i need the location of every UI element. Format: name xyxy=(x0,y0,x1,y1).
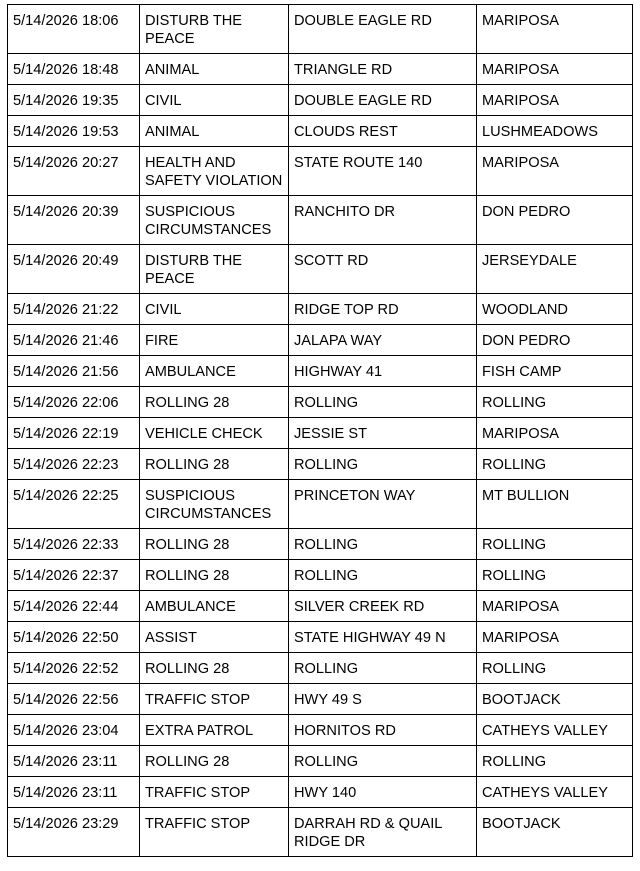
cell-incident-type: ANIMAL xyxy=(140,116,289,147)
table-row xyxy=(8,560,633,591)
cell-incident-type: AMBULANCE xyxy=(140,591,289,622)
cell-city: ROLLING xyxy=(477,746,633,777)
cell-incident-type: DISTURB THE PEACE xyxy=(140,5,289,54)
table-row xyxy=(8,325,633,356)
table-row xyxy=(8,684,633,715)
cell-datetime: 5/14/2026 22:19 xyxy=(8,418,140,449)
table-row xyxy=(8,294,633,325)
cell-location: SILVER CREEK RD xyxy=(289,591,477,622)
cell-location: TRIANGLE RD xyxy=(289,54,477,85)
cell-location: ROLLING xyxy=(289,746,477,777)
cell-city: MARIPOSA xyxy=(477,5,633,54)
cell-location: SCOTT RD xyxy=(289,245,477,294)
cell-incident-type: HEALTH AND SAFETY VIOLATION xyxy=(140,147,289,196)
call-log-body xyxy=(8,5,633,857)
table-row xyxy=(8,54,633,85)
cell-datetime: 5/14/2026 22:52 xyxy=(8,653,140,684)
cell-datetime: 5/14/2026 22:25 xyxy=(8,480,140,529)
table-row xyxy=(8,147,633,196)
cell-incident-type: ASSIST xyxy=(140,622,289,653)
cell-datetime: 5/14/2026 23:04 xyxy=(8,715,140,746)
cell-city: MT BULLION xyxy=(477,480,633,529)
cell-location: DOUBLE EAGLE RD xyxy=(289,85,477,116)
cell-datetime: 5/14/2026 22:06 xyxy=(8,387,140,418)
cell-incident-type: TRAFFIC STOP xyxy=(140,684,289,715)
cell-city: BOOTJACK xyxy=(477,684,633,715)
table-row xyxy=(8,653,633,684)
cell-city: CATHEYS VALLEY xyxy=(477,777,633,808)
cell-location: DARRAH RD & QUAIL RIDGE DR xyxy=(289,808,477,857)
cell-location: STATE HIGHWAY 49 N xyxy=(289,622,477,653)
cell-location: PRINCETON WAY xyxy=(289,480,477,529)
cell-datetime: 5/14/2026 22:56 xyxy=(8,684,140,715)
table-row xyxy=(8,387,633,418)
cell-incident-type: VEHICLE CHECK xyxy=(140,418,289,449)
cell-location: RANCHITO DR xyxy=(289,196,477,245)
cell-incident-type: EXTRA PATROL xyxy=(140,715,289,746)
cell-datetime: 5/14/2026 20:27 xyxy=(8,147,140,196)
cell-location: JALAPA WAY xyxy=(289,325,477,356)
cell-city: JERSEYDALE xyxy=(477,245,633,294)
cell-incident-type: AMBULANCE xyxy=(140,356,289,387)
cell-city: WOODLAND xyxy=(477,294,633,325)
cell-location: CLOUDS REST xyxy=(289,116,477,147)
cell-incident-type: ROLLING 28 xyxy=(140,560,289,591)
table-row xyxy=(8,746,633,777)
table-row xyxy=(8,5,633,54)
cell-datetime: 5/14/2026 23:11 xyxy=(8,746,140,777)
cell-datetime: 5/14/2026 21:46 xyxy=(8,325,140,356)
table-row xyxy=(8,245,633,294)
cell-city: ROLLING xyxy=(477,560,633,591)
cell-city: MARIPOSA xyxy=(477,622,633,653)
cell-incident-type: ROLLING 28 xyxy=(140,449,289,480)
cell-incident-type: CIVIL xyxy=(140,294,289,325)
cell-city: ROLLING xyxy=(477,387,633,418)
cell-city: FISH CAMP xyxy=(477,356,633,387)
cell-location: DOUBLE EAGLE RD xyxy=(289,5,477,54)
cell-incident-type: FIRE xyxy=(140,325,289,356)
cell-city: ROLLING xyxy=(477,449,633,480)
cell-location: ROLLING xyxy=(289,449,477,480)
cell-city: DON PEDRO xyxy=(477,196,633,245)
cell-city: MARIPOSA xyxy=(477,591,633,622)
cell-incident-type: SUSPICIOUS CIRCUMSTANCES xyxy=(140,480,289,529)
cell-datetime: 5/14/2026 21:22 xyxy=(8,294,140,325)
cell-incident-type: ROLLING 28 xyxy=(140,529,289,560)
table-row xyxy=(8,418,633,449)
cell-location: HIGHWAY 41 xyxy=(289,356,477,387)
table-row xyxy=(8,777,633,808)
cell-incident-type: SUSPICIOUS CIRCUMSTANCES xyxy=(140,196,289,245)
table-row xyxy=(8,356,633,387)
cell-datetime: 5/14/2026 23:29 xyxy=(8,808,140,857)
cell-datetime: 5/14/2026 19:53 xyxy=(8,116,140,147)
cell-datetime: 5/14/2026 19:35 xyxy=(8,85,140,116)
cell-city: CATHEYS VALLEY xyxy=(477,715,633,746)
cell-datetime: 5/14/2026 22:37 xyxy=(8,560,140,591)
cell-incident-type: CIVIL xyxy=(140,85,289,116)
call-log-table xyxy=(7,4,633,857)
cell-incident-type: ROLLING 28 xyxy=(140,387,289,418)
cell-datetime: 5/14/2026 21:56 xyxy=(8,356,140,387)
cell-location: HWY 140 xyxy=(289,777,477,808)
cell-datetime: 5/14/2026 23:11 xyxy=(8,777,140,808)
table-row xyxy=(8,715,633,746)
cell-location: ROLLING xyxy=(289,653,477,684)
cell-incident-type: ROLLING 28 xyxy=(140,653,289,684)
table-row xyxy=(8,196,633,245)
cell-location: HORNITOS RD xyxy=(289,715,477,746)
cell-location: JESSIE ST xyxy=(289,418,477,449)
cell-incident-type: DISTURB THE PEACE xyxy=(140,245,289,294)
cell-city: BOOTJACK xyxy=(477,808,633,857)
cell-city: ROLLING xyxy=(477,529,633,560)
cell-city: MARIPOSA xyxy=(477,54,633,85)
cell-city: DON PEDRO xyxy=(477,325,633,356)
cell-city: MARIPOSA xyxy=(477,147,633,196)
table-row xyxy=(8,480,633,529)
table-row xyxy=(8,85,633,116)
table-row xyxy=(8,449,633,480)
cell-city: ROLLING xyxy=(477,653,633,684)
cell-datetime: 5/14/2026 20:49 xyxy=(8,245,140,294)
cell-datetime: 5/14/2026 18:48 xyxy=(8,54,140,85)
table-row xyxy=(8,529,633,560)
cell-location: ROLLING xyxy=(289,560,477,591)
cell-incident-type: TRAFFIC STOP xyxy=(140,777,289,808)
cell-location: RIDGE TOP RD xyxy=(289,294,477,325)
cell-datetime: 5/14/2026 22:50 xyxy=(8,622,140,653)
cell-location: ROLLING xyxy=(289,387,477,418)
cell-city: MARIPOSA xyxy=(477,418,633,449)
cell-location: ROLLING xyxy=(289,529,477,560)
cell-datetime: 5/14/2026 22:23 xyxy=(8,449,140,480)
cell-incident-type: TRAFFIC STOP xyxy=(140,808,289,857)
cell-incident-type: ANIMAL xyxy=(140,54,289,85)
cell-city: MARIPOSA xyxy=(477,85,633,116)
table-row xyxy=(8,591,633,622)
table-row xyxy=(8,808,633,857)
cell-location: STATE ROUTE 140 xyxy=(289,147,477,196)
table-row xyxy=(8,622,633,653)
cell-datetime: 5/14/2026 20:39 xyxy=(8,196,140,245)
cell-incident-type: ROLLING 28 xyxy=(140,746,289,777)
cell-datetime: 5/14/2026 22:44 xyxy=(8,591,140,622)
cell-location: HWY 49 S xyxy=(289,684,477,715)
table-row xyxy=(8,116,633,147)
cell-city: LUSHMEADOWS xyxy=(477,116,633,147)
cell-datetime: 5/14/2026 22:33 xyxy=(8,529,140,560)
cell-datetime: 5/14/2026 18:06 xyxy=(8,5,140,54)
